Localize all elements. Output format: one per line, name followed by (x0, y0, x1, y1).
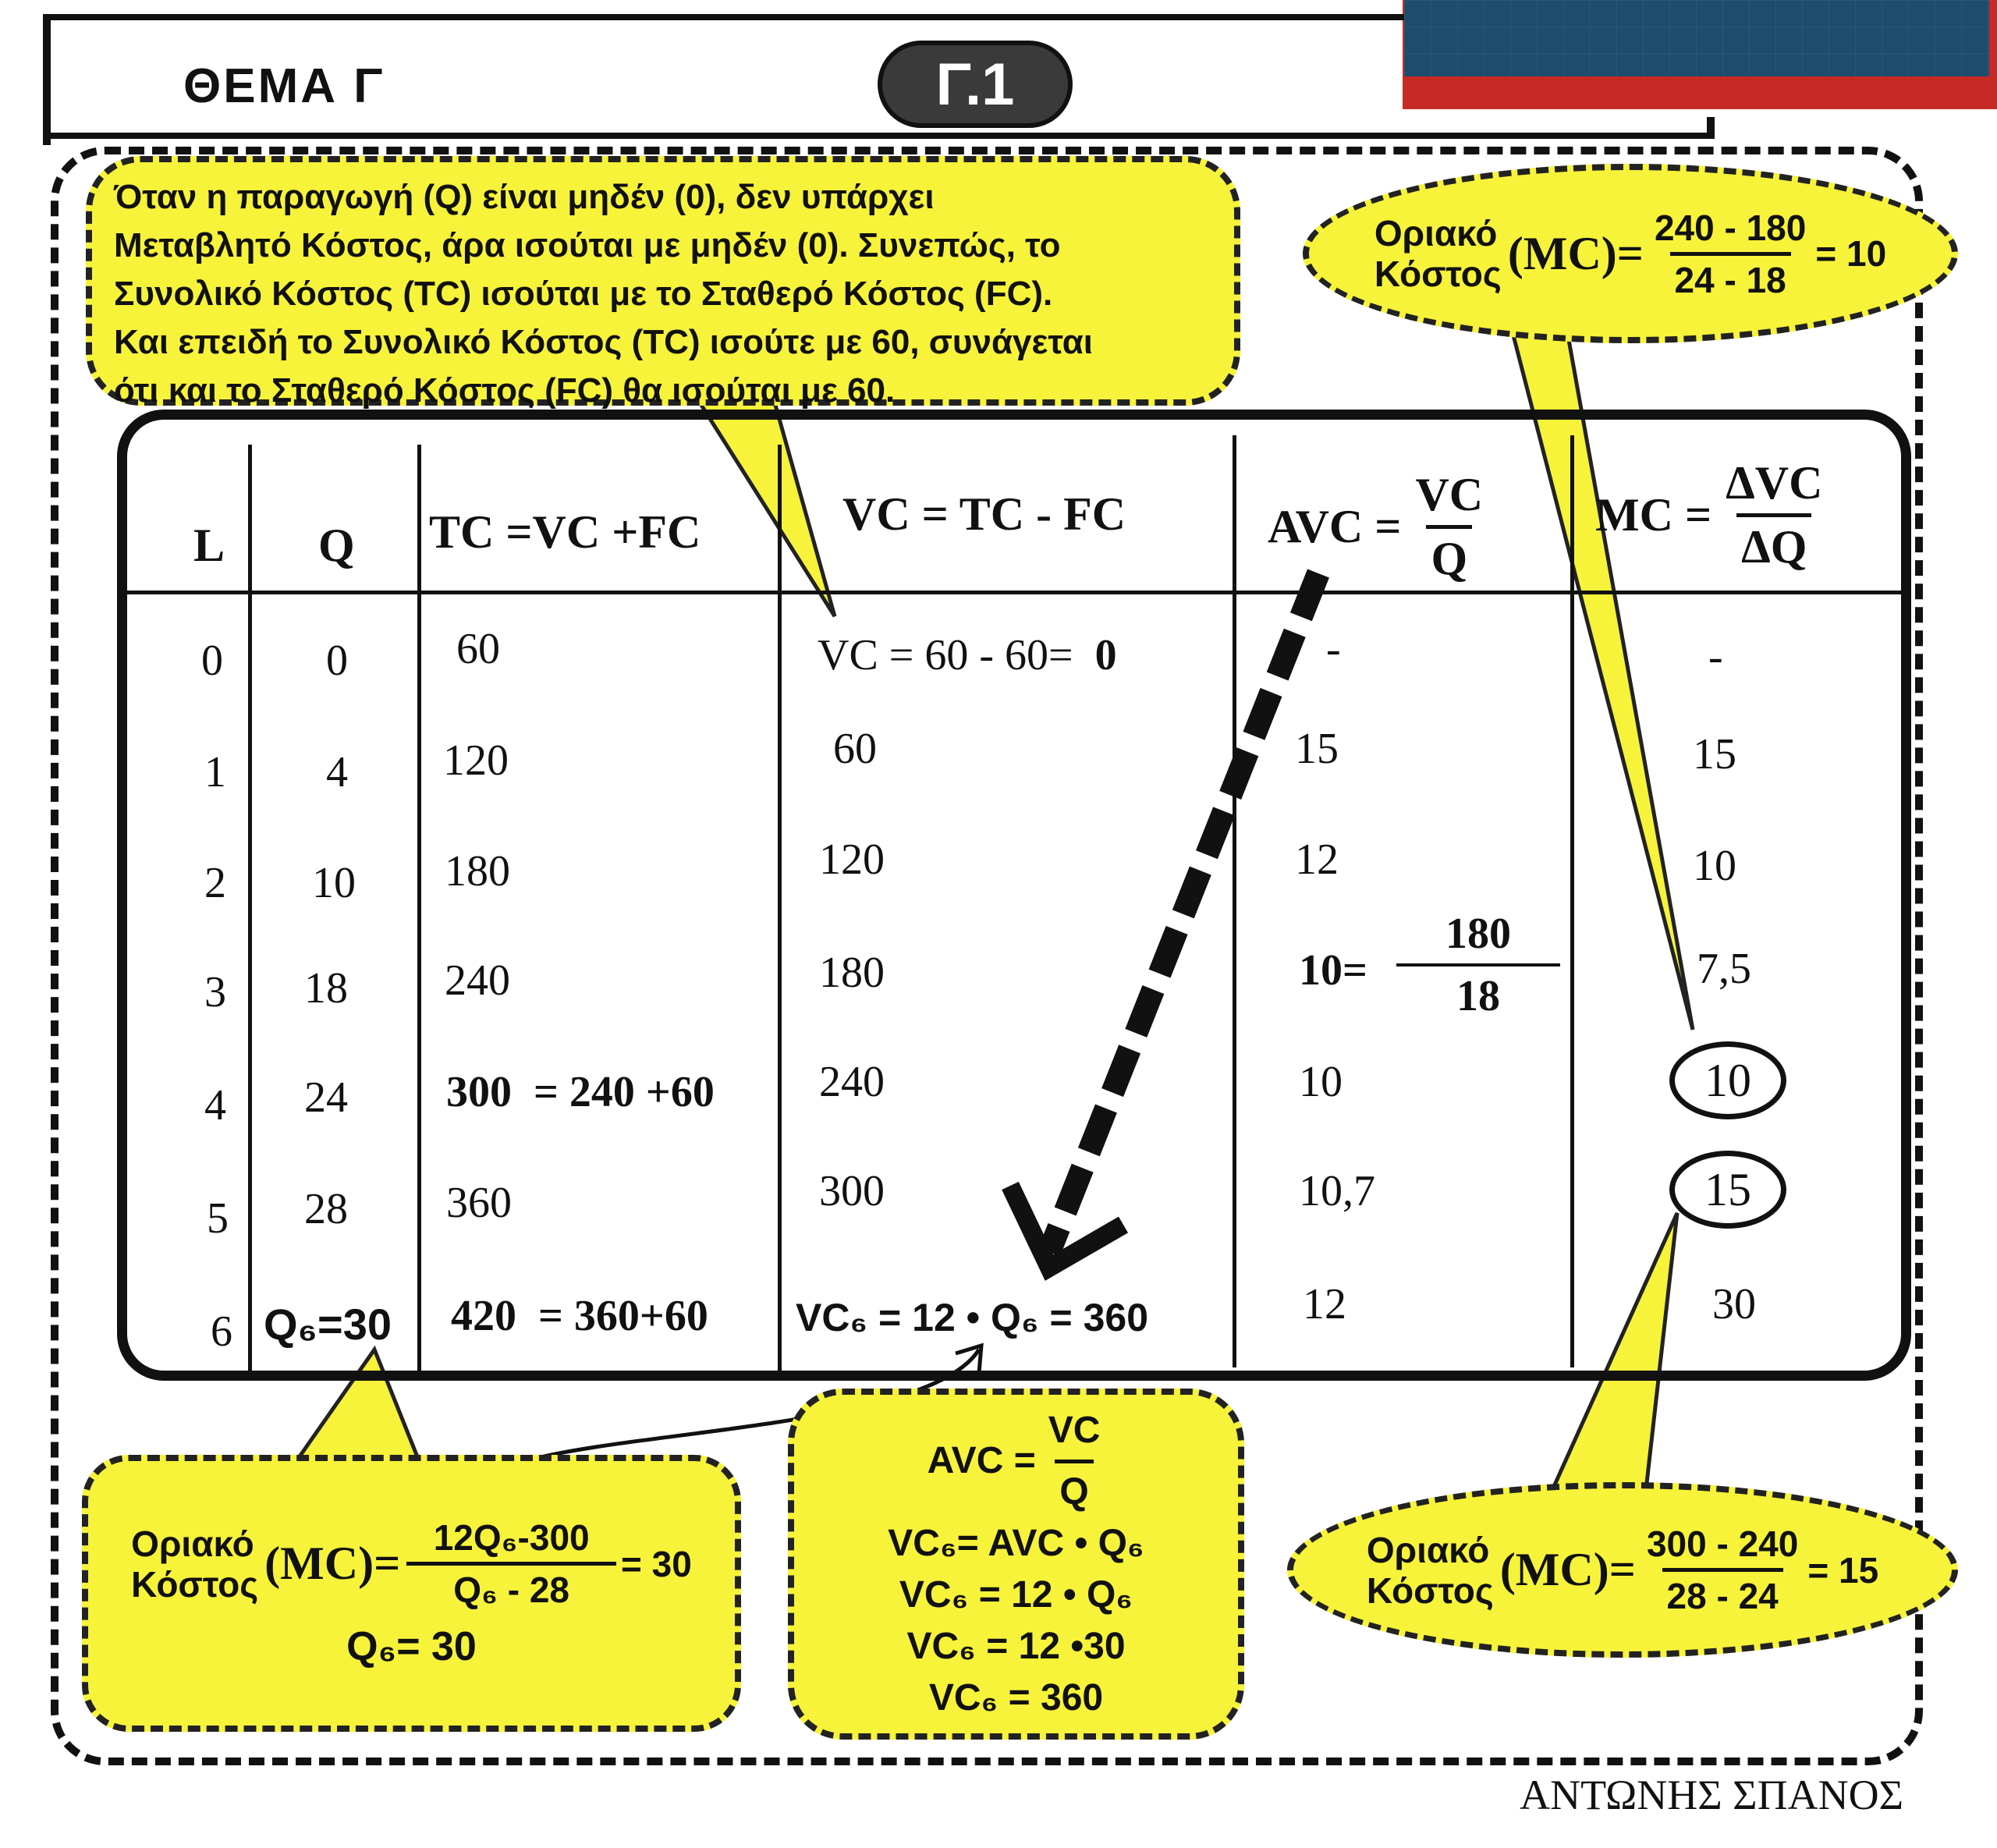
mc-label-line: Οριακό (1366, 1529, 1490, 1570)
callout-mc-15 (1287, 1482, 1958, 1658)
mc-numerator: 12Q₆-300 (433, 1517, 590, 1558)
mc-label-line: Κόστος (1374, 254, 1502, 294)
mc-symbol: (MC)= (1507, 227, 1644, 279)
mc-q6-equation (131, 1516, 692, 1611)
callout-fc-line: ότι και το Σταθερό Κόστος (FC) θα ισούται με 60. (114, 371, 896, 410)
cell-l: 6 (211, 1307, 232, 1356)
mc-result: = 30 (621, 1543, 692, 1584)
cell-vc-text: VC = 60 - 60= (818, 631, 1073, 679)
mc-symbol: (MC)= (1499, 1544, 1636, 1595)
avc-num: VC (1048, 1409, 1101, 1451)
cell-tc-breakdown: = 360+60 (538, 1292, 708, 1340)
dashed-arrow-shaft (1049, 573, 1318, 1252)
avc-fraction (1044, 1405, 1105, 1518)
avc-row3-den: 18 (1456, 972, 1500, 1020)
avc-prefix: AVC = (927, 1440, 1036, 1481)
cell-q: 10 (312, 859, 356, 907)
cell-q: 4 (326, 748, 348, 796)
cell-avc: 15 (1295, 725, 1339, 773)
cell-q: 24 (304, 1073, 348, 1122)
mc-numerator: 240 - 180 (1654, 207, 1807, 248)
callout-vc6-derivation (788, 1389, 1244, 1740)
cell-avc: 10= (1299, 946, 1367, 995)
callout-fc-line: Συνολικό Κόστος (TC) ισούται με το Σταθερό Κόστος (FC). (114, 275, 1053, 313)
header-mc-num: ΔVC (1726, 457, 1823, 509)
cell-vc: 240 (819, 1058, 885, 1106)
q6-answer: Q₆= 30 (346, 1624, 477, 1669)
cell-avc: 10,7 (1299, 1167, 1375, 1215)
vc6-step: VC₆ = 360 (928, 1676, 1104, 1719)
cell-avc: 10 (1299, 1058, 1343, 1106)
cell-tc: 60 (456, 625, 500, 673)
cell-vc: 300 (819, 1167, 885, 1215)
cell-vc: 180 (819, 949, 885, 997)
author-signature: ΑΝΤΩΝΗΣ ΣΠΑΝΟΣ (1520, 1772, 1903, 1818)
cell-l: 0 (201, 637, 223, 685)
cell-l: 2 (204, 859, 226, 907)
vc6-step: VC₆ = 12 • Q₆ (899, 1573, 1133, 1616)
cell-vc: 60 (833, 725, 877, 773)
mc-denominator: Q₆ - 28 (406, 1562, 616, 1611)
cell-q: 18 (304, 964, 348, 1013)
mc-label-line: Κόστος (1366, 1570, 1494, 1611)
mc-label-line: Οριακό (131, 1523, 254, 1564)
cell-avc: 12 (1295, 835, 1339, 884)
mc-result: = 10 (1815, 233, 1887, 274)
header-avc-prefix: AVC = (1268, 501, 1402, 552)
header-l: L (193, 520, 225, 571)
cell-l: 5 (207, 1194, 229, 1243)
cell-q: 0 (326, 637, 348, 685)
mc-label-line: Οριακό (1374, 213, 1498, 254)
mc-fraction (1642, 1523, 1803, 1617)
cell-tc-breakdown: = 240 +60 (534, 1068, 715, 1116)
avc-den: Q (1055, 1460, 1093, 1518)
cell-l: 1 (204, 748, 226, 796)
callout-fc-line: Όταν η παραγωγή (Q) είναι μηδέν (0), δεν υπάρχει (114, 178, 935, 216)
mc-result: = 15 (1807, 1549, 1879, 1591)
callout-fc-line: Μεταβλητό Κόστος, άρα ισούται με μηδέν (0). Συνεπώς, το (114, 226, 1061, 264)
callout-fc-line: Και επειδή το Συνολικό Κόστος (TC) ισούτε με 60, συνάγεται (114, 323, 1094, 361)
header-avc-num: VC (1415, 469, 1484, 520)
cell-mc: 7,5 (1697, 945, 1751, 993)
cell-avc: - (1326, 625, 1341, 673)
cell-vc: 120 (819, 835, 885, 884)
header-mc-prefix: MC = (1595, 489, 1712, 541)
cell-tc: 180 (445, 847, 510, 896)
header-vc: VC = TC - FC (842, 488, 1126, 540)
cell-q: 28 (304, 1185, 348, 1233)
cell-vc-result: 0 (1094, 631, 1117, 679)
header-mc-den: ΔQ (1736, 513, 1811, 574)
mc-label (131, 1523, 258, 1605)
vc6-step: VC₆= AVC • Q₆ (888, 1522, 1144, 1564)
mc-symbol: (MC)= (264, 1538, 401, 1589)
mc-denominator: 24 - 18 (1670, 252, 1791, 301)
header-avc-den: Q (1426, 525, 1472, 586)
mc-numerator: 300 - 240 (1646, 1523, 1799, 1564)
cell-l: 3 (204, 968, 226, 1016)
cell-q: Q₆=30 (264, 1300, 392, 1349)
cell-tc-value: 420 (451, 1292, 516, 1340)
cell-tc: 240 (445, 956, 510, 1005)
callout-mc-30 (82, 1455, 741, 1732)
cell-mc-circled: 10 (1669, 1041, 1786, 1119)
cell-mc: 30 (1712, 1280, 1756, 1328)
page-title: ΘΕΜΑ Γ (183, 59, 385, 113)
cell-mc: 15 (1693, 730, 1736, 779)
cell-l: 4 (204, 1081, 226, 1130)
cell-mc-circled: 15 (1669, 1151, 1786, 1229)
mc-label-line: Κόστος (131, 1563, 259, 1605)
cell-avc: 12 (1303, 1280, 1346, 1328)
cell-tc: 360 (446, 1179, 512, 1227)
cell-mc: - (1708, 633, 1723, 681)
mc-fraction (406, 1516, 616, 1611)
mc-label (1367, 1530, 1494, 1611)
avc-definition (928, 1405, 1105, 1518)
vc6-step: VC₆ = 12 •30 (906, 1625, 1126, 1667)
cell-tc: 120 (443, 736, 509, 785)
section-badge: Γ.1 (878, 41, 1073, 128)
cell-tc-value: 300 (446, 1068, 512, 1116)
mc-denominator: 28 - 24 (1662, 1568, 1783, 1617)
cell-mc: 10 (1693, 842, 1736, 890)
header-q: Q (318, 520, 355, 571)
avc-row3-num: 180 (1445, 910, 1511, 958)
cell-vc: VC₆ = 12 • Q₆ = 360 (796, 1296, 1149, 1339)
header-tc: TC =VC +FC (429, 506, 701, 558)
